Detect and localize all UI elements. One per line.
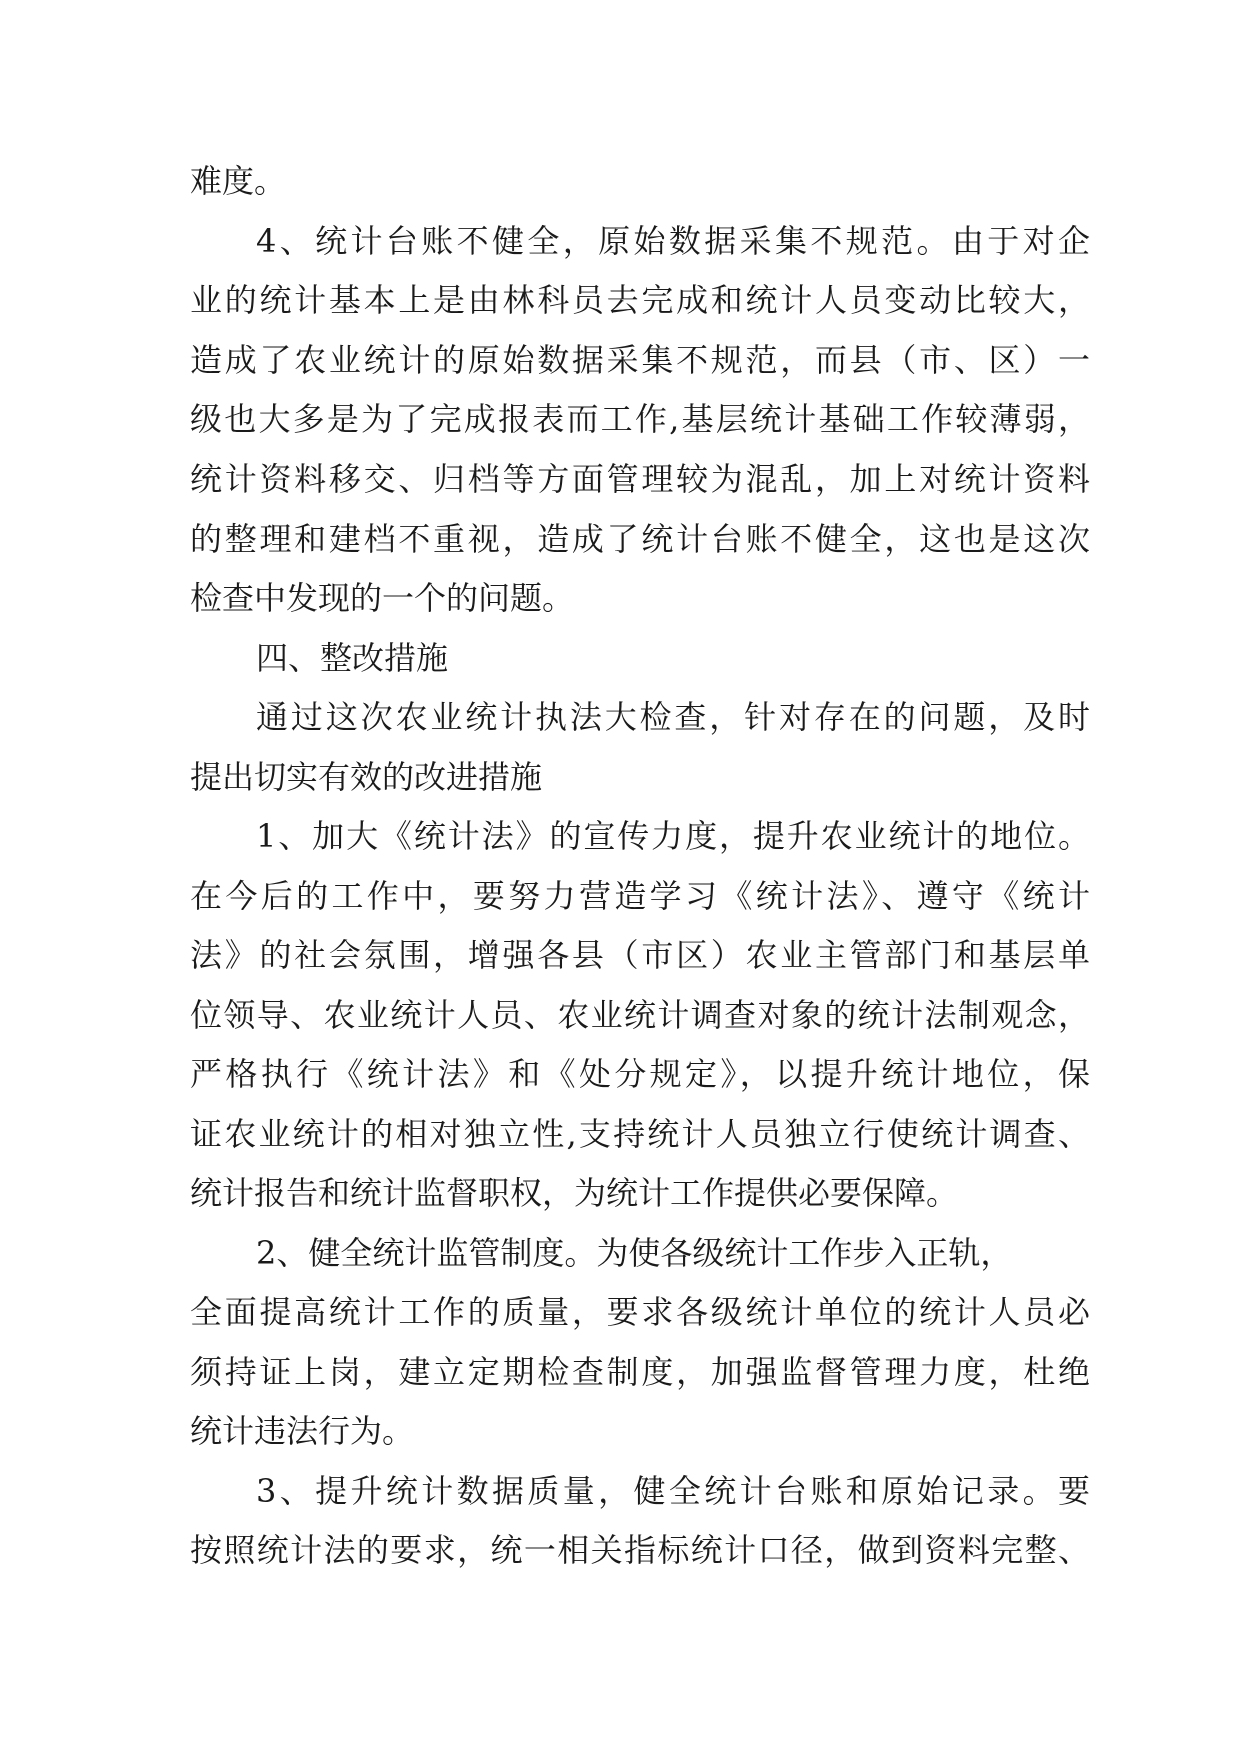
paragraph-line: 按照统计法的要求，统一相关指标统计口径，做到资料完整、 bbox=[190, 1531, 1090, 1569]
paragraph-line: 检查中发现的一个的问题。 bbox=[190, 579, 575, 617]
paragraph-line: 级也大多是为了完成报表而工作,基层统计基础工作较薄弱， bbox=[190, 400, 1090, 438]
paragraph-line: 4、统计台账不健全，原始数据采集不规范。由于对企 bbox=[256, 222, 1090, 260]
paragraph-line: 2、健全统计监管制度。为使各级统计工作步入正轨， bbox=[256, 1234, 1013, 1272]
paragraph-line: 法》的社会氛围，增强各县（市区）农业主管部门和基层单 bbox=[190, 936, 1090, 974]
paragraph-line: 的整理和建档不重视，造成了统计台账不健全，这也是这次 bbox=[190, 520, 1090, 558]
paragraph-line: 须持证上岗，建立定期检查制度，加强监督管理力度，杜绝 bbox=[190, 1353, 1090, 1391]
paragraph-line: 3、提升统计数据质量，健全统计台账和原始记录。要 bbox=[256, 1472, 1090, 1510]
paragraph-line: 证农业统计的相对独立性,支持统计人员独立行使统计调查、 bbox=[190, 1115, 1090, 1153]
paragraph-line: 提出切实有效的改进措施 bbox=[190, 758, 543, 796]
paragraph-line: 1、加大《统计法》的宣传力度，提升农业统计的地位。 bbox=[256, 817, 1090, 855]
paragraph-line: 全面提高统计工作的质量，要求各级统计单位的统计人员必 bbox=[190, 1293, 1090, 1331]
paragraph-line: 造成了农业统计的原始数据采集不规范，而县（市、区）一 bbox=[190, 341, 1090, 379]
paragraph-line: 统计报告和统计监督职权，为统计工作提供必要保障。 bbox=[190, 1174, 959, 1212]
paragraph-line: 通过这次农业统计执法大检查，针对存在的问题，及时 bbox=[256, 698, 1090, 736]
section-heading: 四、整改措施 bbox=[256, 639, 449, 677]
paragraph-line: 严格执行《统计法》和《处分规定》，以提升统计地位，保 bbox=[190, 1055, 1090, 1093]
paragraph-line: 难度。 bbox=[190, 162, 287, 200]
paragraph-line: 位领导、农业统计人员、农业统计调查对象的统计法制观念， bbox=[190, 996, 1090, 1034]
paragraph-line: 统计资料移交、归档等方面管理较为混乱，加上对统计资料 bbox=[190, 460, 1090, 498]
paragraph-line: 在今后的工作中，要努力营造学习《统计法》、遵守《统计 bbox=[190, 877, 1090, 915]
paragraph-line: 统计违法行为。 bbox=[190, 1412, 415, 1450]
paragraph-line: 业的统计基本上是由林科员去完成和统计人员变动比较大， bbox=[190, 281, 1090, 319]
